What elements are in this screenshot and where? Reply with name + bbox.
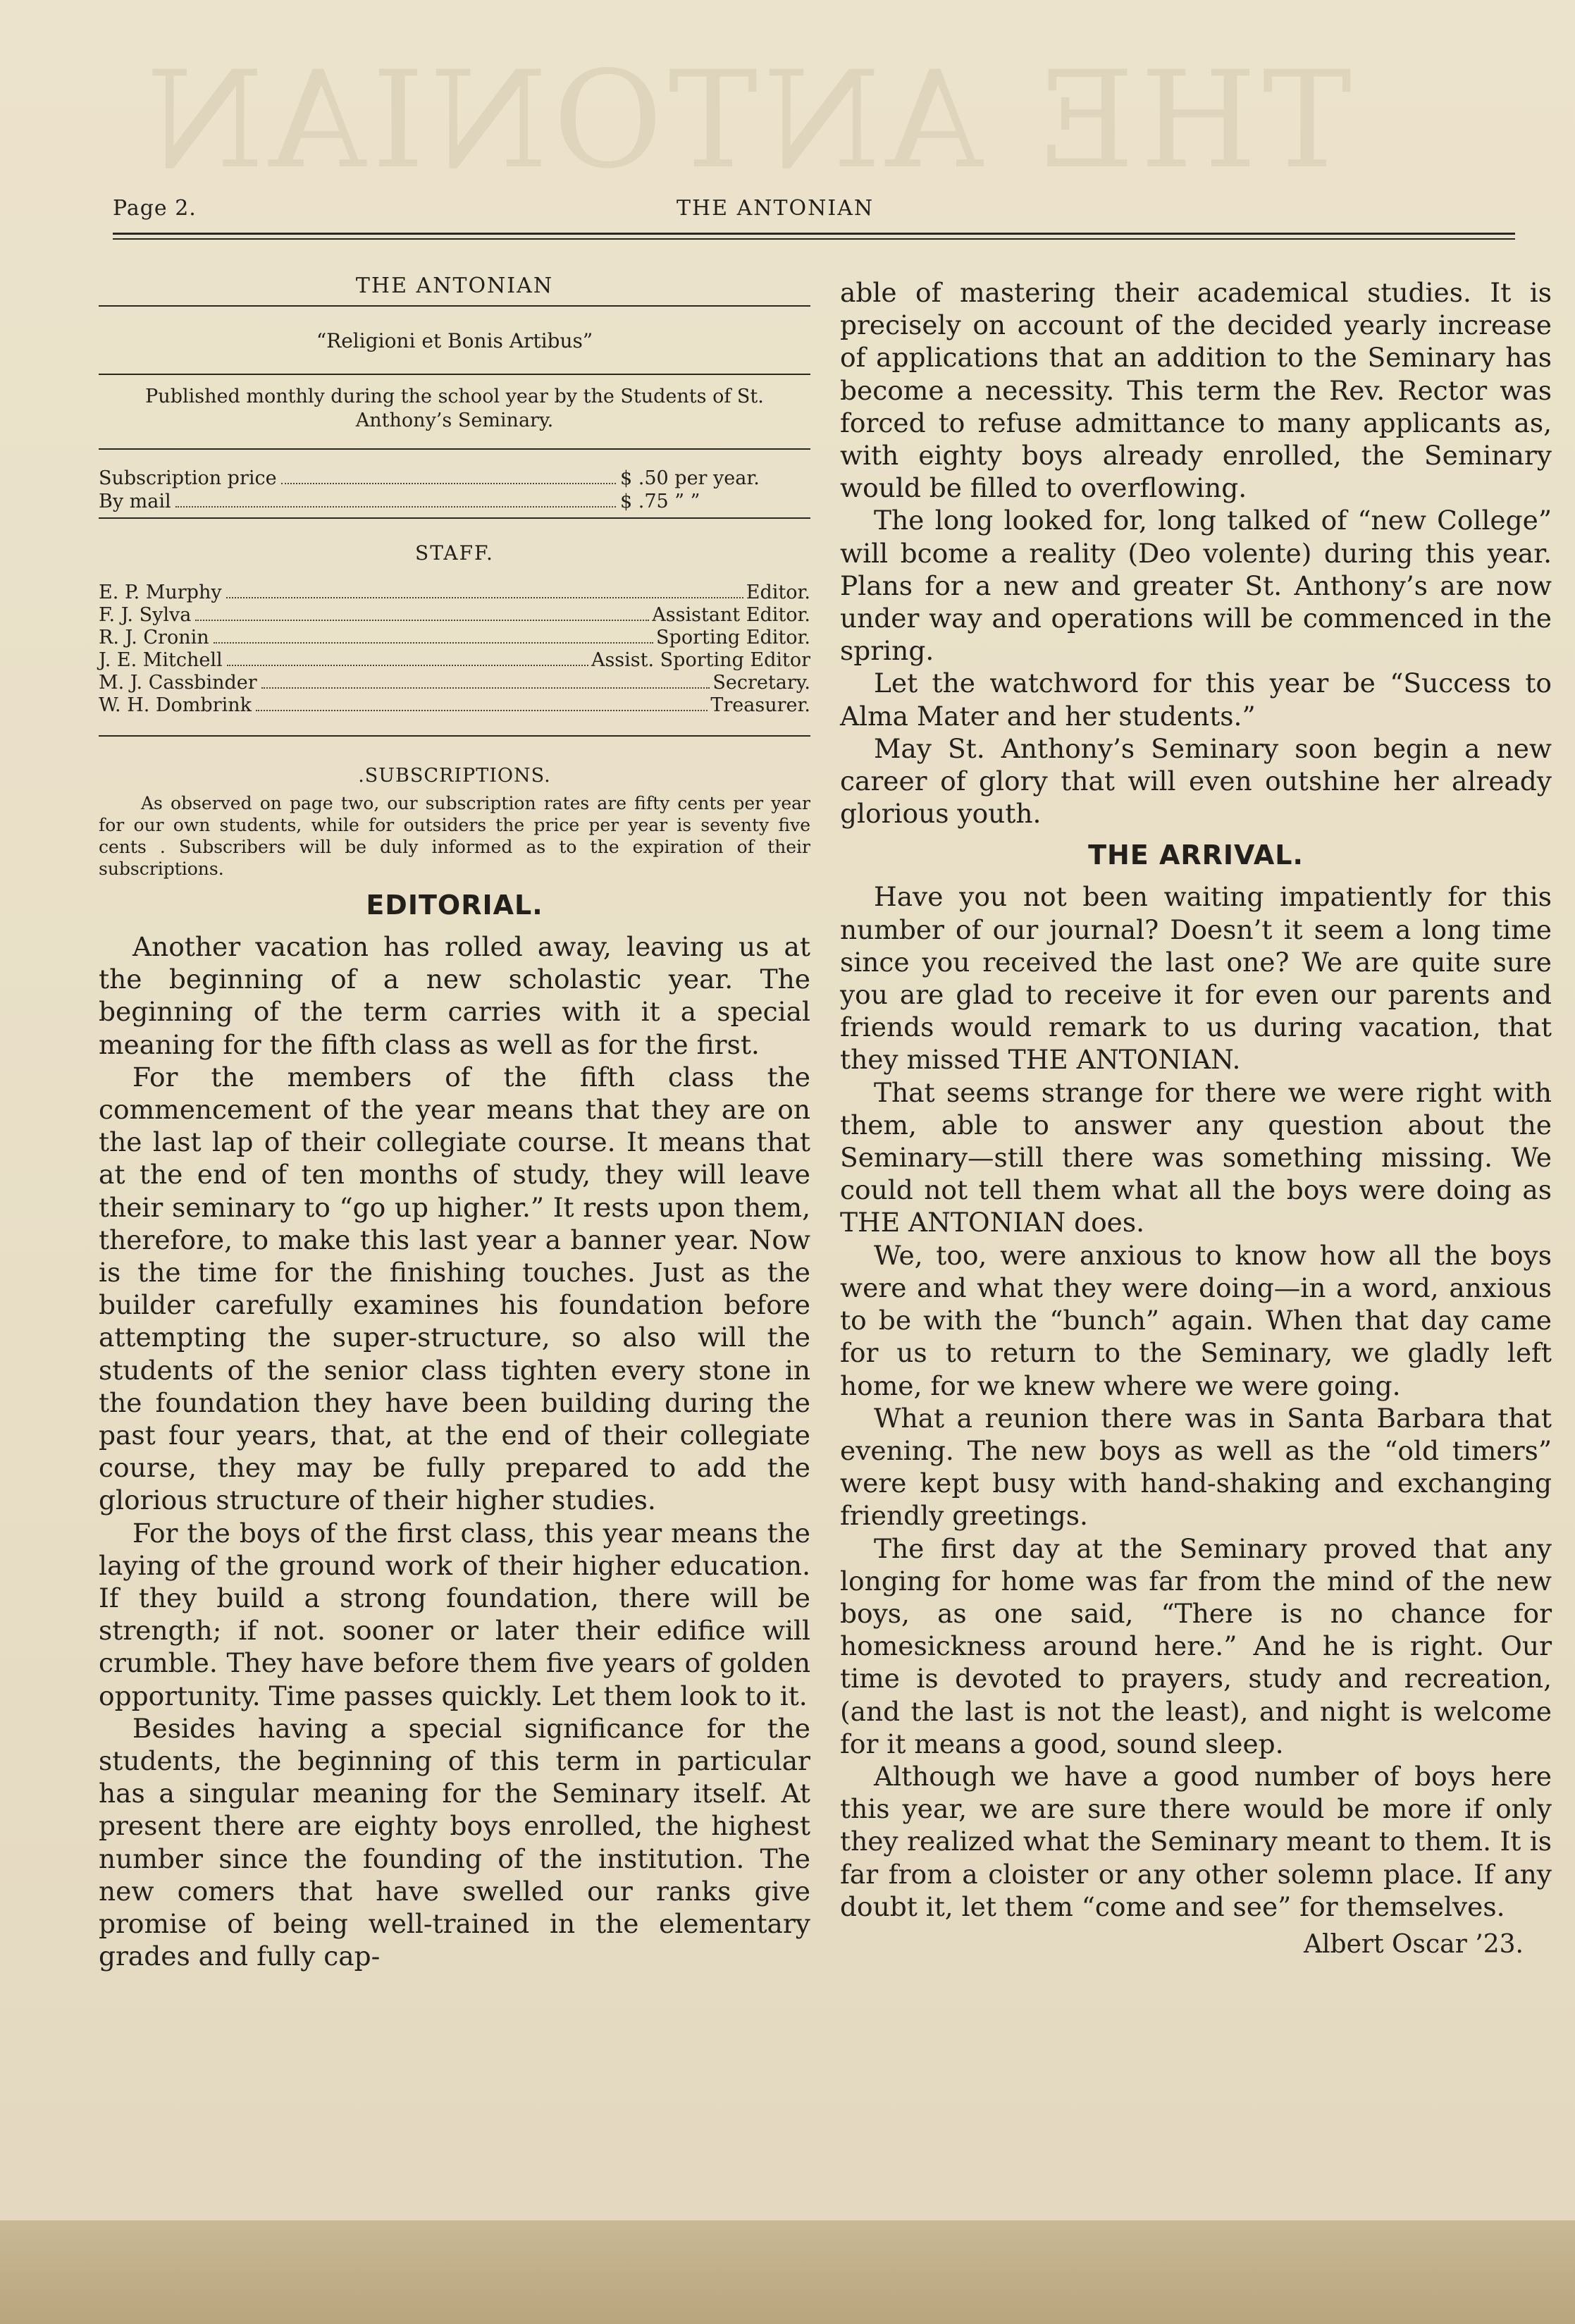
published-line: Published monthly during the school year by the Students of St. Anthony’s Seminary. bbox=[145, 386, 764, 431]
subscription-rates bbox=[99, 467, 810, 513]
leader-dots bbox=[281, 482, 616, 484]
editorial-continued bbox=[840, 276, 1552, 830]
staff-row bbox=[99, 672, 810, 694]
page-number: Page 2. bbox=[113, 196, 197, 221]
editorial-paragraph: Besides having a special significance for the students, the beginning of this term in particular has a singular meaning for the Seminary itself. At present there are eighty boys enrolled, the highest number since the founding of the institution. The new comers that have swelled our ranks give promise of being well-trained in the elementary grades and fully cap- bbox=[99, 1712, 810, 1972]
staff-name: R. J. Cronin bbox=[99, 627, 209, 648]
arrival-paragraph: We, too, were anxious to know how all the boys were and what they were doing—in a word, anxious to be with the “bunch” again. When that day came for us to return to the Seminary, we gladly left home, for we knew where we were going. bbox=[840, 1239, 1552, 1401]
leader-dots bbox=[261, 687, 710, 689]
subscription-label: Subscription price bbox=[99, 467, 277, 489]
editorial-paragraph: For the members of the fifth class the commencement of the year means that they are on the last lap of their collegiate course. It means that at the end of ten months of study, they will leave their seminary to “go up higher.” It rests upon them, therefore, to make this last year a banner year. Now is the time for the finishing touches. Just as the builder carefully examines his foundation before attempting the super-structure, so also will the students of the senior class tighten every stone in the foundation they have been building during the past four years, that, at the end of their collegiate course, they may be fully prepared to add the glorious structure of their higher studies. bbox=[99, 1061, 810, 1516]
show-through-title: THE ANTONIAN bbox=[141, 42, 1352, 198]
subscription-row bbox=[99, 490, 810, 513]
arrival-paragraph: What a reunion there was in Santa Barbara that evening. The new boys as well as the “old timers” were kept busy with hand-shaking and exchanging friendly greetings. bbox=[840, 1402, 1552, 1532]
arrival-paragraph: Although we have a good number of boys here this year, we are sure there would be more if only they realized what the Seminary meant to them. It is far from a cloister or any other solemn place. If any doubt it, let them “come and see” for themselves. bbox=[840, 1760, 1552, 1922]
subscription-amount: $ .75 ” ” bbox=[620, 491, 700, 512]
subscriptions-notice: As observed on page two, our subscription rates are fifty cents per year for our own students, while for outsiders the price per year is seventy five cents . Subscribers will be duly informed as to the expiration of their subscriptions. bbox=[99, 793, 810, 879]
subscription-row bbox=[99, 467, 810, 490]
leader-dots bbox=[214, 641, 653, 644]
motto-rule bbox=[99, 374, 810, 375]
staff-role: Secretary. bbox=[712, 672, 810, 694]
editorial-paragraph-continued: able of mastering their academical studies. It is precisely on account of the decided yearly increase of applications that an addition to the Seminary has become a necessity. This term the Rev. Rector was forced to refuse admittance to many applicants as, with eighty boys already enrolled, the Seminary would be filled to overflowing. bbox=[840, 277, 1552, 504]
staff-role: Sporting Editor. bbox=[656, 627, 810, 648]
running-head bbox=[113, 196, 1515, 224]
leader-dots bbox=[195, 619, 649, 621]
masthead bbox=[99, 273, 810, 880]
motto: “Religioni et Bonis Artibus” bbox=[316, 329, 593, 352]
staff-role: Treasurer. bbox=[710, 694, 810, 716]
staff-list bbox=[99, 582, 810, 717]
arrival-paragraph: The first day at the Seminary proved that any longing for home was far from the mind of the new boys, as one said, “There is no chance for homesickness around here.” And he is right. Our time is devoted to prayers, study and recreation, (and the last is not the least), and night is welcome for it means a good, sound sleep. bbox=[840, 1532, 1552, 1759]
staff-role: Assist. Sporting Editor bbox=[591, 649, 810, 671]
subscriptions-heading: .SUBSCRIPTIONS. bbox=[358, 765, 551, 787]
article-signature: Albert Oscar ’23. bbox=[1304, 1929, 1524, 1959]
staff-name: M. J. Cassbinder bbox=[99, 672, 257, 694]
subscription-amount: $ .50 per year. bbox=[620, 467, 760, 489]
editorial-heading: EDITORIAL. bbox=[366, 890, 543, 921]
editorial-paragraph: Let the watchword for this year be “Success to Alma Mater and her students.” bbox=[840, 668, 1552, 732]
published-rule bbox=[99, 448, 810, 450]
editorial-paragraph: For the boys of the first class, this year means the laying of the ground work of their higher education. If they build a strong foundation, there will be strength; if not. sooner or later their edifice will crumble. They have before them five years of golden opportunity. Time passes quickly. Let them look to it. bbox=[99, 1517, 810, 1711]
staff-name: E. P. Murphy bbox=[99, 582, 222, 603]
staff-row bbox=[99, 627, 810, 649]
leader-dots bbox=[256, 709, 708, 711]
leader-dots bbox=[227, 664, 588, 666]
leader-dots bbox=[226, 596, 743, 598]
staff-role: Assistant Editor. bbox=[652, 604, 810, 626]
staff-row bbox=[99, 694, 810, 717]
staff-row bbox=[99, 582, 810, 604]
staff-row bbox=[99, 604, 810, 627]
page-bottom-edge bbox=[0, 2220, 1575, 2324]
masthead-rule bbox=[99, 305, 810, 307]
staff-row bbox=[99, 649, 810, 672]
running-title: THE ANTONIAN bbox=[677, 196, 875, 221]
staff-rule bbox=[99, 735, 810, 737]
staff-role: Editor. bbox=[746, 582, 810, 603]
left-column bbox=[99, 268, 810, 1973]
arrival-body bbox=[840, 880, 1552, 1923]
staff-name: W. H. Dombrink bbox=[99, 694, 252, 716]
subscription-rule bbox=[99, 517, 810, 519]
right-column bbox=[840, 276, 1552, 1959]
staff-title: STAFF. bbox=[415, 541, 494, 565]
arrival-paragraph: Have you not been waiting impatiently for this number of our journal? Doesn’t it seem a long time since you received the last one? We are quite sure you are glad to receive it for even our parents and friends would remark to us during vacation, that they missed THE ANTONIAN. bbox=[840, 881, 1552, 1076]
editorial-body bbox=[99, 930, 810, 1973]
editorial-paragraph: May St. Anthony’s Seminary soon begin a new career of glory that will even outshine her already glorious youth. bbox=[840, 732, 1552, 830]
masthead-title: THE ANTONIAN bbox=[355, 273, 554, 298]
arrival-heading: THE ARRIVAL. bbox=[1088, 840, 1304, 871]
subscription-label: By mail bbox=[99, 491, 171, 512]
staff-name: J. E. Mitchell bbox=[99, 649, 223, 671]
arrival-paragraph: That seems strange for there we were right with them, able to answer any question about the Seminary—still there was something missing. We could not tell them what all the boys were doing as THE ANTONIAN does. bbox=[840, 1076, 1552, 1238]
leader-dots bbox=[175, 505, 616, 508]
editorial-paragraph: The long looked for, long talked of “new College” will bcome a reality (Deo volente) during this year. Plans for a new and greater St. Anthony’s are now under way and operations will be commenced in the spring. bbox=[840, 505, 1552, 667]
editorial-paragraph: Another vacation has rolled away, leaving us at the beginning of a new scholastic year. The beginning of the term carries with it a special meaning for the fifth class as well as for the first. bbox=[99, 931, 810, 1060]
staff-name: F. J. Sylva bbox=[99, 604, 192, 626]
header-rule bbox=[113, 233, 1515, 240]
